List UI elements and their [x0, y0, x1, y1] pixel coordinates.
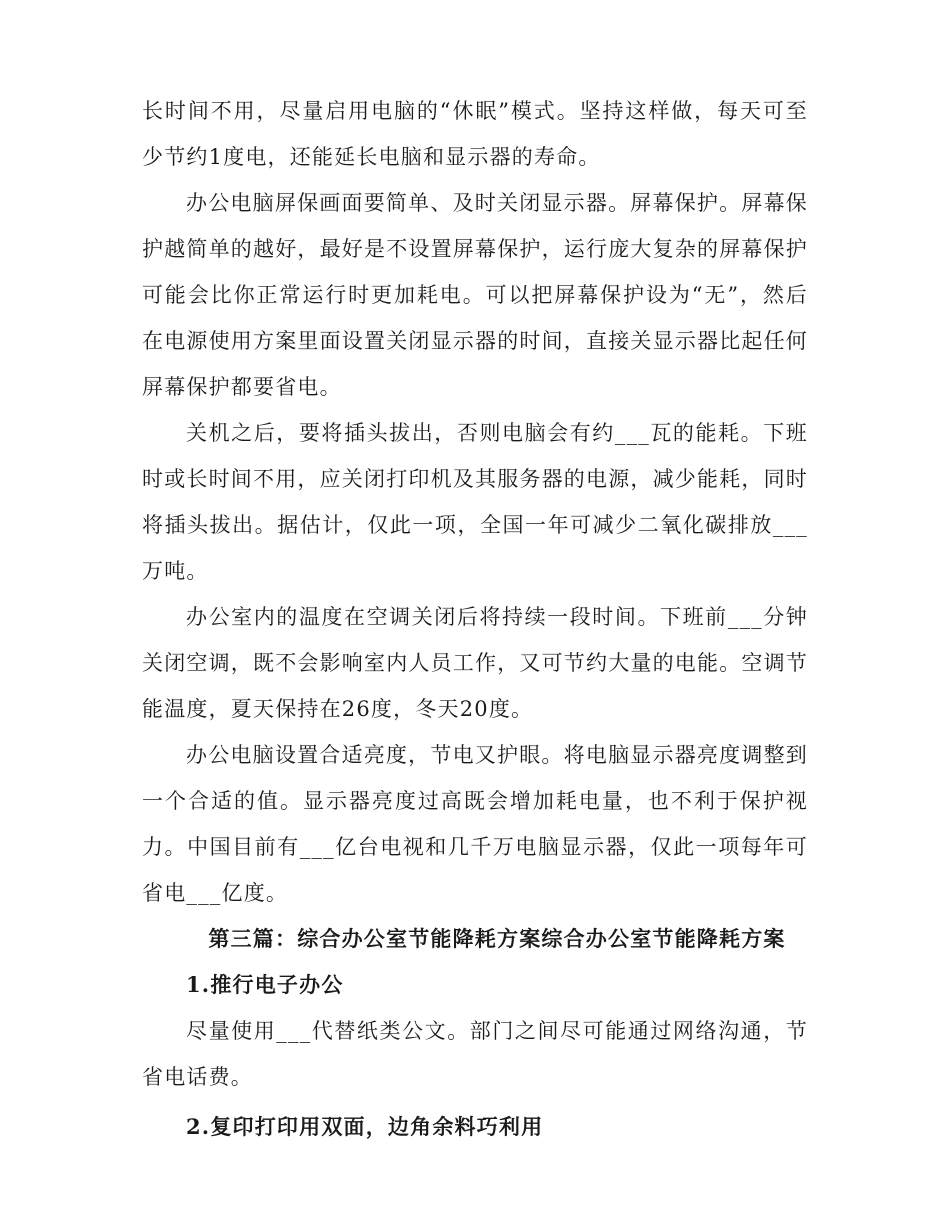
paragraph-sleep-mode: 长时间不用，尽量启用电脑的“休眠”模式。坚持这样做，每天可至少节约1度电，还能延长电脑和显示器的寿命。	[142, 99, 808, 169]
section-title: 第三篇：综合办公室节能降耗方案综合办公室节能降耗方案	[208, 926, 786, 951]
paragraph-unplug: 关机之后，要将插头拔出，否则电脑会有约___瓦的能耗。下班时或长时间不用，应关闭打印机及其服务器的电源，减少能耗，同时将插头拔出。据估计，仅此一项，全国一年可减少二氧化碳排放___万吨。	[142, 421, 808, 583]
paragraph-brightness: 办公电脑设置合适亮度，节电又护眼。将电脑显示器亮度调整到一个合适的值。显示器亮度过高既会增加耗电量，也不利于保护视力。中国目前有___亿台电视和几千万电脑显示器，仅此一项每年可省电___亿度。	[142, 743, 808, 905]
item1-heading: 1.推行电子办公	[186, 972, 344, 997]
paragraph-screensaver: 办公电脑屏保画面要简单、及时关闭显示器。屏幕保护。屏幕保护越简单的越好，最好是不设置屏幕保护，运行庞大复杂的屏幕保护可能会比你正常运行时更加耗电。可以把屏幕保护设为“无”，然后在电源使用方案里面设置关闭显示器的时间，直接关显示器比起任何屏幕保护都要省电。	[142, 191, 808, 399]
paragraph-air-conditioning: 办公室内的温度在空调关闭后将持续一段时间。下班前___分钟关闭空调，既不会影响室内人员工作，又可节约大量的电能。空调节能温度，夏天保持在26度，冬天20度。	[142, 605, 808, 721]
item2-heading: 2.复印打印用双面，边角余料巧利用	[186, 1114, 544, 1139]
item1-text: 尽量使用___代替纸类公文。部门之间尽可能通过网络沟通，节省电话费。	[142, 1019, 808, 1089]
